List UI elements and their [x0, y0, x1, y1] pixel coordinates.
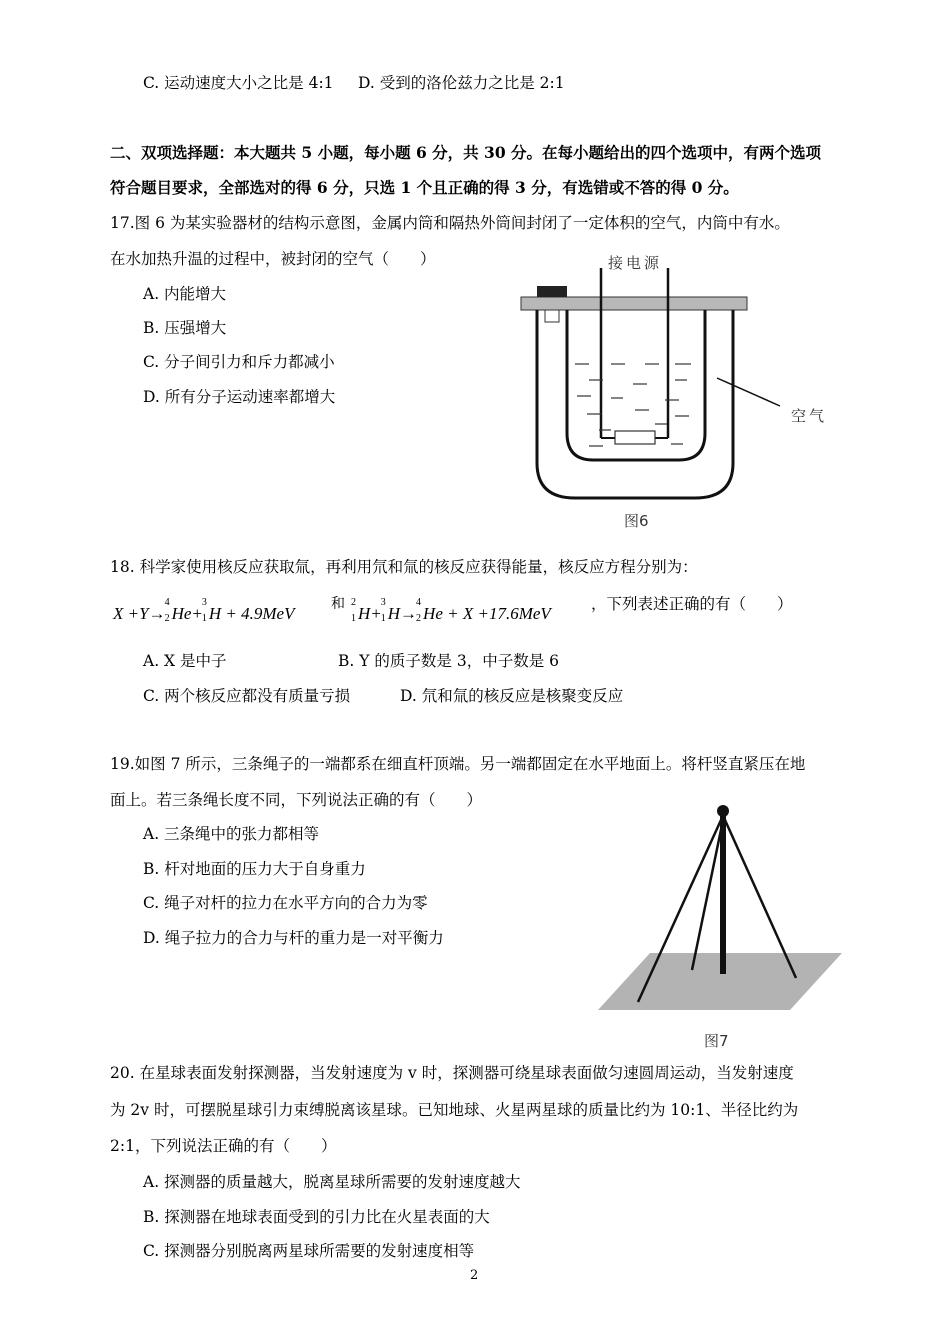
- q20-stem-line1: 20. 在星球表面发射探测器，当发射速度为 v 时，探测器可绕星球表面做匀速圆周运动，当发射速度: [110, 1064, 794, 1082]
- q20-option-a: A. 探测器的质量越大，脱离星球所需要的发射速度越大: [143, 1173, 521, 1191]
- fig6-heater: [615, 431, 655, 444]
- q18-option-c: C. 两个核反应都没有质量亏损: [143, 687, 351, 705]
- q20-stem-line3: 2:1，下列说法正确的有（ ）: [110, 1137, 337, 1155]
- q19-option-a: A. 三条绳中的张力都相等: [143, 825, 320, 843]
- q17-option-b: B. 压强增大: [143, 319, 227, 337]
- q18-equation-1: X +Y→ 4 2 He+ 3 1 H + 4.9MeV: [113, 597, 295, 624]
- q19-option-c: C. 绳子对杆的拉力在水平方向的合力为零: [143, 894, 428, 912]
- q16-option-c: C. 运动速度大小之比是 4:1: [143, 74, 334, 92]
- q18-and-word: 和: [331, 596, 345, 612]
- q19-option-d: D. 绳子拉力的合力与杆的重力是一对平衡力: [143, 929, 444, 947]
- fig7-caption: 图7: [704, 1032, 729, 1050]
- section-heading-line1: 二、双项选择题：本大题共 5 小题，每小题 6 分，共 30 分。在每小题给出的四个选项中，有两个选项: [110, 143, 822, 162]
- section-heading-line2: 符合题目要求，全部选对的得 6 分，只选 1 个且正确的得 3 分，有选错或不答的得 0 分。: [110, 178, 739, 197]
- q17-stem-line1: 17.图 6 为某实验器材的结构示意图，金属内筒和隔热外筒间封闭了一定体积的空气，内筒中有水。: [110, 214, 790, 232]
- q18-option-b: B. Y 的质子数是 3，中子数是 6: [338, 652, 559, 670]
- q20-stem-line2: 为 2v 时，可摆脱星球引力束缚脱离该星球。已知地球、火星两星球的质量比约为 10:1、半径比约为: [110, 1101, 799, 1119]
- q18-stem-suffix: ，下列表述正确的有（ ）: [591, 595, 793, 613]
- figure-6-apparatus: [515, 248, 845, 538]
- q18-option-a: A. X 是中子: [143, 652, 227, 670]
- fig6-power-label: 接电源: [608, 254, 663, 272]
- q20-option-b: B. 探测器在地球表面受到的引力比在火星表面的大: [143, 1208, 490, 1226]
- q19-stem-line2: 面上。若三条绳长度不同，下列说法正确的有（ ）: [110, 791, 483, 809]
- q17-option-c: C. 分子间引力和斥力都减小: [143, 353, 335, 371]
- q20-option-c: C. 探测器分别脱离两星球所需要的发射速度相等: [143, 1242, 475, 1260]
- fig7-rope-2: [692, 820, 723, 970]
- fig6-lid-knob: [537, 286, 567, 297]
- q17-option-a: A. 内能增大: [143, 285, 227, 303]
- eq1-prefix: X +Y→: [113, 604, 166, 623]
- fig6-lid: [521, 297, 747, 310]
- q17-option-d: D. 所有分子运动速率都增大: [143, 388, 336, 406]
- q18-equation-2: 2 1 H+ 3 1 H→ 4 2 He + X +17.6MeV: [351, 597, 551, 624]
- fig6-air-label: 空气: [791, 407, 828, 425]
- fig6-caption: 图6: [624, 512, 649, 530]
- figure-7-pole-ropes: [590, 798, 850, 1053]
- q19-option-b: B. 杆对地面的压力大于自身重力: [143, 860, 366, 878]
- q16-option-d: D. 受到的洛伦兹力之比是 2:1: [358, 74, 565, 92]
- eq1-energy: + 4.9MeV: [225, 604, 295, 623]
- fig6-air-leader: [717, 378, 780, 406]
- q19-stem-line1: 19.如图 7 所示，三条绳子的一端都系在细直杆顶端。另一端都固定在水平地面上。将杆竖直紧压在地: [110, 755, 806, 773]
- fig7-pole-top: [717, 805, 729, 817]
- fig6-valve: [545, 310, 559, 322]
- q18-option-d: D. 氘和氚的核反应是核聚变反应: [400, 687, 624, 705]
- page-number: 2: [470, 1268, 479, 1283]
- q18-stem-line1: 18. 科学家使用核反应获取氚，再利用氘和氚的核反应获得能量，核反应方程分别为：: [110, 558, 698, 576]
- eq2-energy: + X +17.6MeV: [447, 604, 551, 623]
- q17-stem-line2: 在水加热升温的过程中，被封闭的空气（ ）: [110, 250, 436, 268]
